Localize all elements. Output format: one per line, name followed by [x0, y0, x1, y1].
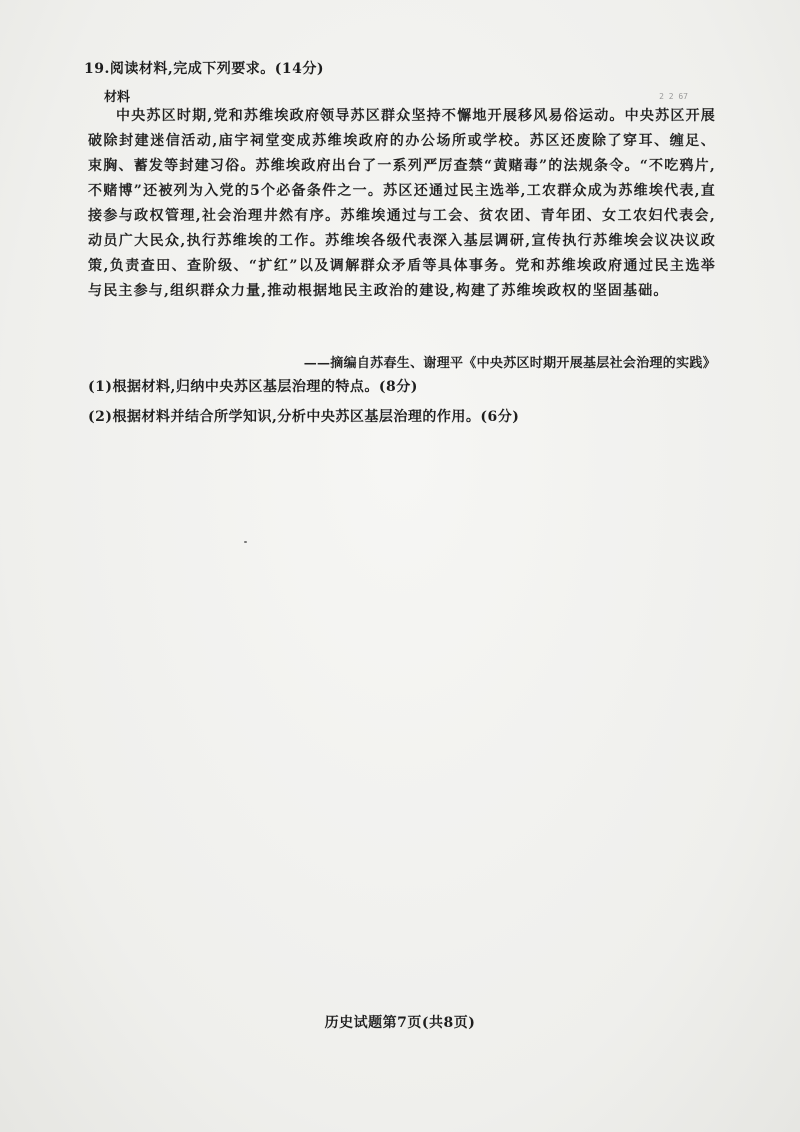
- scan-speck: [244, 541, 247, 543]
- question-item-1: (1)根据材料,归纳中央苏区基层治理的特点。(8分): [88, 379, 418, 395]
- material-label: 材料: [104, 90, 131, 105]
- question-title: 19.阅读材料,完成下列要求。(14分): [84, 61, 324, 77]
- material-source: ——摘编自苏春生、谢理平《中央苏区时期开展基层社会治理的实践》: [303, 356, 716, 371]
- corner-mark: 2 2 67: [659, 92, 688, 101]
- page-footer: 历史试题第7页(共8页): [324, 1015, 476, 1031]
- material-paragraph: 中央苏区时期,党和苏维埃政府领导苏区群众坚持不懈地开展移风易俗运动。中央苏区开展破除封建迷信活动,庙宇祠堂变成苏维埃政府的办公场所或学校。苏区还废除了穿耳、缠足、束胸、蓄发等封建习俗。苏维埃政府出台了一系列严厉查禁“黄赌毒”的法规条令。“不吃鸦片,不赌博”还被列为入党的5个必备条件之一。苏区还通过民主选举,工农群众成为苏维埃代表,直接参与政权管理,社会治理井然有序。苏维埃通过与工会、贫农团、青年团、女工农妇代表会,动员广大民众,执行苏维埃的工作。苏维埃各级代表深入基层调研,宣传执行苏维埃会议决议政策,负责查田、查阶级、“扩红”以及调解群众矛盾等具体事务。党和苏维埃政府通过民主选举与民主参与,组织群众力量,推动根据地民主政治的建设,构建了苏维埃政权的坚固基础。: [88, 108, 716, 299]
- question-item-2: (2)根据材料并结合所学知识,分析中央苏区基层治理的作用。(6分): [88, 409, 520, 425]
